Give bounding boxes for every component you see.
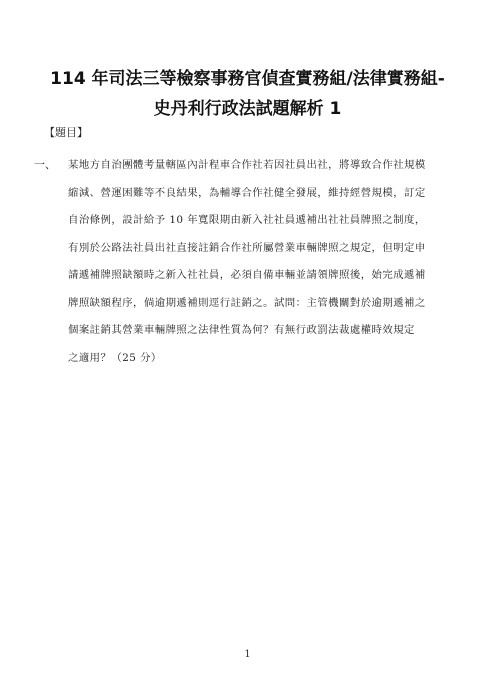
question-line: 之適用？（25 分） [68,351,162,364]
question-line: 有別於公路法社員出社直接註銷合作社所屬營業車輛牌照之規定，但明定申 [68,241,426,254]
question-number: 一、 [34,158,56,171]
question-line: 個案註銷其營業車輛牌照之法律性質為何？有無行政罰法裁處權時效規定 [68,324,415,336]
question-line: 請遞補牌照缺額時之新入社社員，必須自備車輛並請領牌照後，始完成遞補 [68,269,426,281]
question-line: 某地方自治團體考量轄區內計程車合作社若因社員出社，將導致合作社規模 [68,159,426,171]
document-title-line-2: 史丹利行政法試題解析 1 [153,99,342,119]
question-text [68,158,460,378]
section-label: 【題目】 [44,126,88,139]
question-line: 縮減、營運困難等不良結果，為輔導合作社健全發展，維持經營規模，訂定 [68,186,426,199]
question-line: 自治條例，設計給予 10 年寬限期由新入社社員遞補出社社員牌照之制度， [68,214,426,226]
page-number: 1 [244,649,251,660]
question-line: 牌照缺額程序，倘逾期遞補則逕行註銷之。試問：主管機關對於逾期遞補之 [68,296,426,309]
document-title-line-1: 114 年司法三等檢察事務官偵查實務組/法律實務組- [50,69,445,89]
